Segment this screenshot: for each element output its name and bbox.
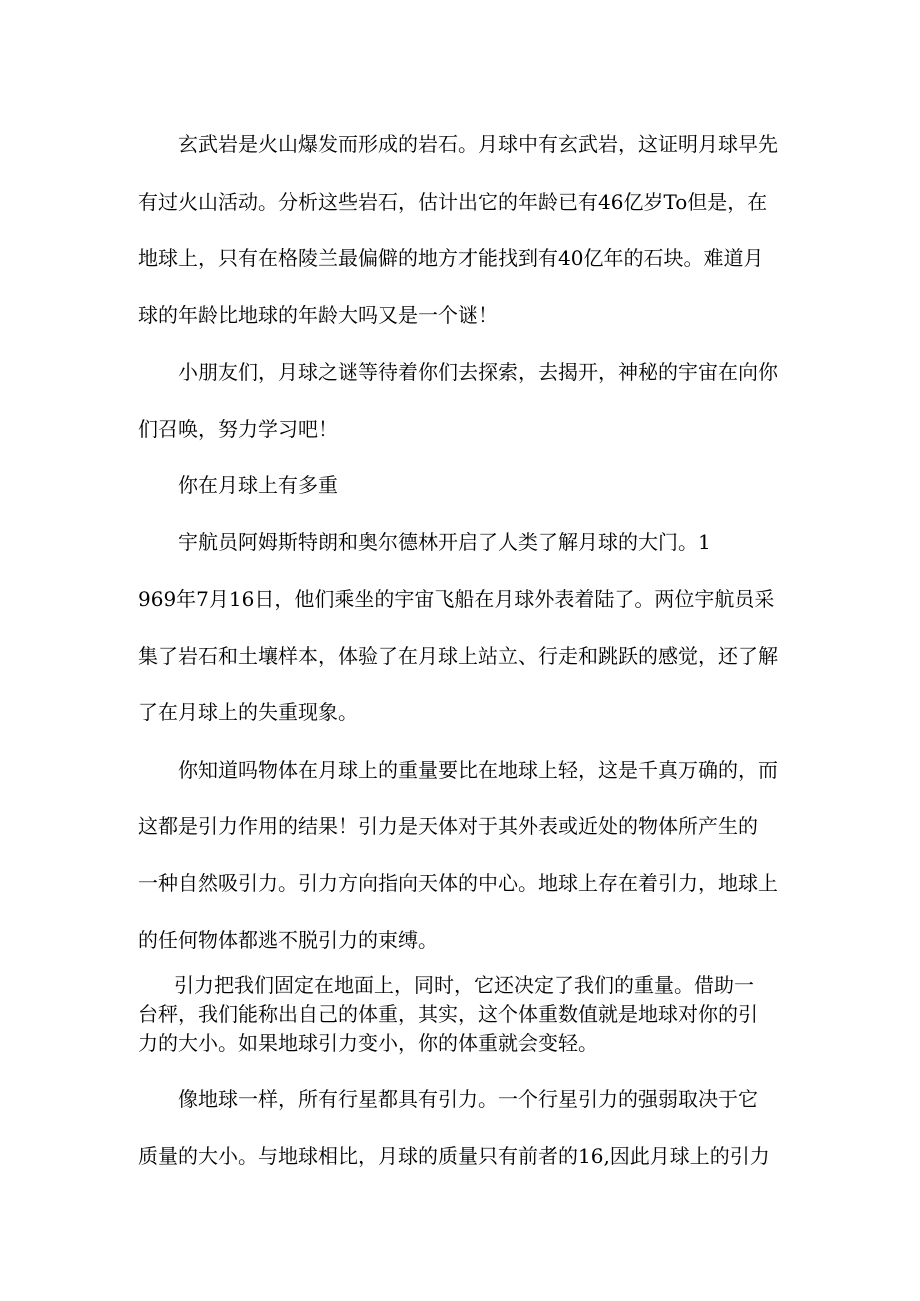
heading-text: 你在月球上有多重 (178, 473, 338, 497)
text-line: 引力把我们固定在地面上，同时，它还决定了我们的重量。借助一 (174, 973, 754, 997)
text-line: 了在月球上的失重现象。 (138, 700, 358, 724)
text-line: 有过火山活动。分析这些岩石，估计出它的年龄已有46亿岁To但是，在 (138, 190, 768, 214)
text-line: 集了岩石和土壤样本，体验了在月球上站立、行走和跳跃的感觉，还了解 (138, 644, 778, 668)
text-line: 地球上，只有在格陵兰最偏僻的地方才能找到有40亿年的石块。难道月 (138, 246, 764, 270)
text-line: 台秤，我们能称出自己的体重，其实，这个体重数值就是地球对你的引 (138, 1002, 758, 1026)
text-line: 的任何物体都逃不脱引力的束缚。 (138, 928, 438, 952)
text-line: 力的大小。如果地球引力变小，你的体重就会变轻。 (138, 1031, 598, 1055)
text-line: 你知道吗物体在月球上的重量要比在地球上轻，这是千真万确的，而 (178, 758, 778, 782)
text-line: 玄武岩是火山爆发而形成的岩石。月球中有玄武岩，这证明月球早先 (178, 132, 778, 156)
text-line: 们召唤，努力学习吧！ (138, 417, 338, 441)
text-line: 像地球一样，所有行星都具有引力。一个行星引力的强弱取决于它 (178, 1087, 758, 1111)
text-line: 这都是引力作用的结果！引力是天体对于其外表或近处的物体所产生的 (138, 814, 758, 838)
text-line: 球的年龄比地球的年龄大吗又是一个谜！ (138, 303, 498, 327)
text-line: 一种自然吸引力。引力方向指向天体的中心。地球上存在着引力，地球上 (138, 871, 778, 895)
text-line: 小朋友们，月球之谜等待着你们去探索，去揭开，神秘的宇宙在向你 (178, 360, 778, 384)
text-line: 质量的大小。与地球相比，月球的质量只有前者的16,因此月球上的引力 (138, 1144, 770, 1168)
text-line: 宇航员阿姆斯特朗和奥尔德林开启了人类了解月球的大门。1 (178, 530, 711, 554)
text-line: 969年7月16日，他们乘坐的宇宙飞船在月球外表着陆了。两位宇航员采 (138, 587, 775, 611)
